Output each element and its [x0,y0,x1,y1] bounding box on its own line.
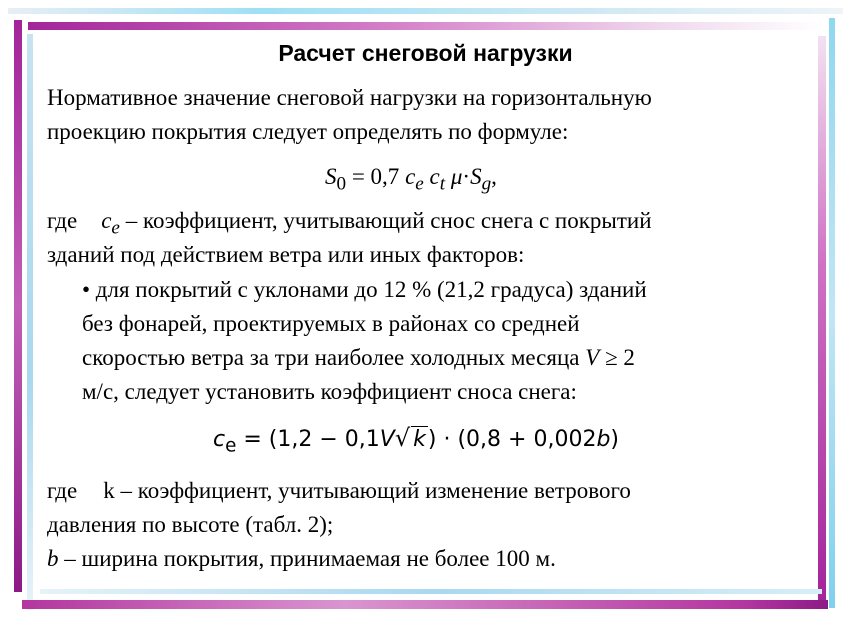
frame-left-cyan-bar [27,34,33,610]
square-root-icon: √ [394,424,411,452]
frame-bottom-magenta-bar [22,600,828,609]
intro-line-1: Нормативное значение снеговой нагрузки на горизонтальную [47,85,652,110]
formula-ct-sub: t [439,173,446,195]
bullet-line-3 [82,345,635,371]
drift-coefficient-formula [213,424,619,456]
frame-right-cyan-bar [829,18,835,608]
ce-definition-line-2: зданий под действием ветра или иных факторов: [47,242,525,267]
wind-speed-condition: ≥ 2 [599,345,635,370]
snow-load-formula [325,164,497,196]
b-definition-text: – ширина покрытия, принимаемая не более 100 м. [58,546,556,571]
frame-top-cyan-bar [8,8,843,14]
ce-definition-text: – коэффициент, учитывающий снос снега с покрытий [119,208,652,233]
wind-speed-symbol: V [585,345,600,370]
page-title: Расчет снеговой нагрузки [278,40,573,66]
formula-sg: S [470,164,482,189]
b-symbol: b [47,546,59,571]
formula2-k: k [413,427,426,452]
intro-line-2: проекцию покрытия следует определять по формуле: [47,119,569,144]
bullet-line-1: • для покрытий с уклонами до 12 % (21,2 градуса) зданий [82,277,647,302]
formula-s: S [325,164,337,189]
k-definition-line-2: давления по высоте (табл. 2); [47,512,334,537]
formula2-v: V [379,427,395,452]
ce-symbol-sub: e [111,217,120,239]
formula-ce-sub: e [415,173,424,195]
bullet-line-4: м/с, следует установить коэффициент сноса снега: [82,379,577,404]
k-definition-text: k – коэффициент, учитывающий изменение ветрового [103,478,631,503]
formula2-part3: ) [610,427,620,452]
formula-ce: c [405,164,416,189]
formula2-b: b [596,427,611,452]
frame-right-magenta-bar [818,36,826,602]
formula2-part1: = (1,2 − 0,1 [236,427,380,452]
where-label-2: где [47,478,78,503]
bullet-line-2: без фонарей, проектируемых в районах со средней [82,311,580,336]
k-definition-line-1 [47,478,631,504]
formula-s-sub: 0 [336,173,347,195]
formula-sg-sub: g [481,173,492,195]
frame-left-magenta-bar [14,20,22,592]
formula-ct: c [429,164,440,189]
formula-end: , [491,164,497,189]
formula2-ce: c [213,427,226,452]
formula-mu: μ [450,164,463,189]
frame-bottom-cyan-bar [40,589,822,594]
frame-top-magenta-bar [28,22,823,30]
formula2-part2: ) · (0,8 + 0,002 [427,427,597,452]
formula-dot: · [462,164,471,189]
where-label: где [47,208,78,233]
ce-symbol: c [101,208,112,233]
formula-mid: = 0,7 [346,164,406,189]
formula2-ce-sub: e [225,435,237,457]
b-definition [47,546,556,572]
ce-definition-line-1 [47,208,652,242]
bullet-line-3-text: скоростью ветра за три наиболее холодных месяца [82,345,586,370]
